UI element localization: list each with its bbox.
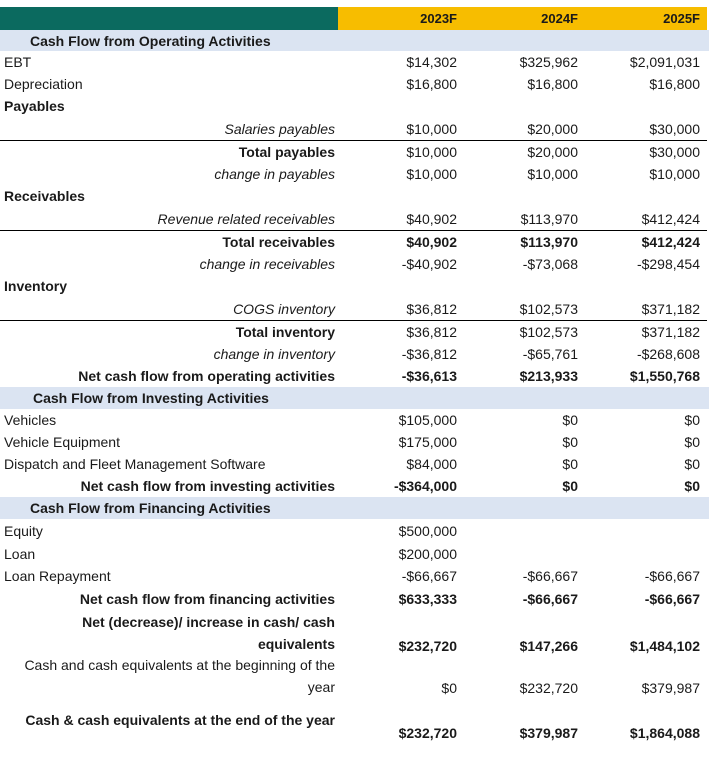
cell-value[interactable] [461,543,578,565]
header-years [338,7,707,30]
row-label[interactable]: EBT [4,54,32,70]
table-row [0,95,709,117]
cell-value[interactable]: -$298,454 [636,256,700,272]
cell-value[interactable]: -$66,667 [522,590,578,607]
cell-value[interactable]: $371,182 [641,324,700,340]
row-label[interactable]: change in receivables [199,256,335,272]
table-row [0,520,709,542]
cell-value[interactable]: $20,000 [527,120,578,137]
cell-value[interactable]: $500,000 [398,523,457,539]
cell-value[interactable]: $0 [684,456,700,472]
cell-value[interactable]: $113,970 [520,210,578,227]
cell-value[interactable]: $20,000 [527,144,578,160]
row-label[interactable]: Salaries payables [224,120,335,137]
cell-value[interactable]: $0 [562,434,578,450]
cell-value[interactable]: -$73,068 [522,256,578,272]
cell-value[interactable]: -$66,667 [401,568,457,584]
row-label[interactable]: Inventory [4,278,68,294]
cell-value[interactable]: $10,000 [406,120,457,137]
row-label[interactable]: Loan Repayment [4,568,111,584]
table-row [0,409,709,431]
row-label[interactable]: Receivables [4,188,85,204]
year-2024[interactable]: 2024F [541,11,578,26]
cell-value[interactable]: -$36,812 [401,346,457,362]
section-title[interactable]: Cash Flow from Investing Activities [33,390,269,406]
row-label[interactable]: Net cash flow from investing activities [80,478,335,494]
row-label[interactable]: Total receivables [222,234,335,250]
cell-value[interactable]: $0 [562,412,578,428]
cell-value[interactable]: $0 [562,478,578,494]
year-2023[interactable]: 2023F [420,11,457,26]
row-label[interactable]: Cash and cash equivalents at the beginning of the year [24,657,335,695]
cell-value[interactable]: $0 [562,456,578,472]
cell-value[interactable]: -$66,667 [644,590,700,607]
row-label[interactable]: Total inventory [235,324,335,340]
row-label[interactable]: change in payables [214,166,335,182]
section-investing [0,387,709,409]
row-label[interactable]: Revenue related receivables [157,210,335,227]
cell-value[interactable]: $213,933 [519,368,578,384]
cell-value[interactable]: $40,902 [406,234,457,250]
table-row [0,321,709,343]
table-row-beginning-cash [0,654,709,698]
cell-value[interactable]: $0 [684,478,700,494]
cell-value[interactable]: -$65,761 [522,346,578,362]
cell-value[interactable]: $1,864,088 [629,725,700,741]
cell-value[interactable]: -$66,667 [522,568,578,584]
row-label[interactable]: Net cash flow from operating activities [78,368,335,384]
cell-value[interactable]: $84,000 [406,456,457,472]
table-row-total [0,475,709,497]
row-label[interactable]: Loan [4,546,36,562]
cell-value[interactable]: $113,970 [520,234,578,250]
table-row [0,431,709,453]
row-label[interactable]: Equity [4,523,43,539]
cell-value[interactable]: $30,000 [649,144,700,160]
table-row [0,141,709,163]
row-label[interactable]: Dispatch and Fleet Management Software [4,456,266,472]
cell-value[interactable]: $102,573 [519,324,578,340]
table-row [0,163,709,185]
cell-value[interactable]: $147,266 [519,638,578,654]
cell-value[interactable]: $0 [684,434,700,450]
cell-value[interactable]: -$268,608 [636,346,700,362]
cell-value[interactable]: $102,573 [519,300,578,317]
cell-value[interactable] [582,520,700,542]
row-label[interactable]: Vehicles [4,412,57,428]
cell-value[interactable]: $1,484,102 [629,638,700,654]
table-row-total [0,587,709,610]
section-title[interactable]: Cash Flow from Operating Activities [30,32,271,49]
cell-value[interactable]: $16,800 [649,76,700,92]
cell-value[interactable]: $232,720 [398,725,457,741]
table-row [0,51,709,73]
cell-value[interactable]: $16,800 [406,76,457,92]
cell-value[interactable]: $232,720 [519,680,578,696]
table-row [0,185,709,207]
cell-value[interactable]: $379,987 [641,680,700,696]
table-row [0,73,709,95]
cell-value[interactable]: $200,000 [398,546,457,562]
table-row [0,207,709,230]
cell-value[interactable] [582,543,700,565]
row-label[interactable]: Cash & cash equivalents at the end of the year [25,712,335,728]
cell-value[interactable]: $10,000 [649,166,700,182]
table-row [0,453,709,475]
table-row [0,117,709,140]
row-label[interactable]: Payables [4,98,65,114]
cell-value[interactable]: $2,091,031 [629,54,700,70]
table-row-net-change [0,610,709,656]
table-row [0,343,709,365]
table-row-total [0,365,709,387]
cell-value[interactable]: $16,800 [527,76,578,92]
header-label-cell[interactable] [0,7,338,30]
cell-value[interactable]: $633,333 [398,590,457,607]
row-label[interactable]: Total payables [238,144,335,160]
row-label[interactable]: Net cash flow from financing activities [79,590,335,607]
cell-value[interactable]: $412,424 [641,210,700,227]
cell-value[interactable]: $232,720 [398,638,457,654]
cell-value[interactable]: $30,000 [649,120,700,137]
row-label[interactable]: Depreciation [4,76,83,92]
year-2025[interactable]: 2025F [663,11,700,26]
cell-value[interactable]: $0 [684,412,700,428]
table-row [0,253,709,275]
cell-value[interactable]: $10,000 [406,144,457,160]
cell-value[interactable]: $36,812 [406,324,457,340]
cell-value[interactable]: $325,962 [519,54,578,70]
table-row [0,275,709,297]
row-label[interactable]: Net (decrease)/ increase in cash/ cash equivalents [82,614,335,652]
cell-value[interactable] [461,520,578,542]
cell-value[interactable]: $175,000 [398,434,457,450]
table-row [0,565,709,587]
cell-value[interactable]: $371,182 [641,300,700,317]
row-label[interactable]: Vehicle Equipment [4,434,120,450]
section-financing [0,497,709,519]
table-row [0,231,709,253]
section-title[interactable]: Cash Flow from Financing Activities [30,500,271,516]
cell-value[interactable]: $0 [441,680,457,696]
cell-value[interactable]: -$66,667 [644,568,700,584]
cell-value[interactable]: $36,812 [406,300,457,317]
cell-value[interactable]: -$364,000 [393,478,457,494]
cell-value[interactable]: $10,000 [406,166,457,182]
cell-value[interactable]: $40,902 [406,210,457,227]
cell-value[interactable]: $1,550,768 [629,368,700,384]
cell-value[interactable]: -$36,613 [401,368,457,384]
section-operating [0,30,709,51]
cell-value[interactable]: $10,000 [527,166,578,182]
table-row [0,297,709,320]
row-label[interactable]: change in inventory [213,346,335,362]
cell-value[interactable]: $105,000 [398,412,457,428]
cell-value[interactable]: $379,987 [519,725,578,741]
row-label[interactable]: COGS inventory [233,300,335,317]
cell-value[interactable]: $412,424 [641,234,700,250]
table-row-ending-cash [0,697,709,743]
cell-value[interactable]: $14,302 [406,54,457,70]
table-row [0,543,709,565]
cell-value[interactable]: -$40,902 [401,256,457,272]
